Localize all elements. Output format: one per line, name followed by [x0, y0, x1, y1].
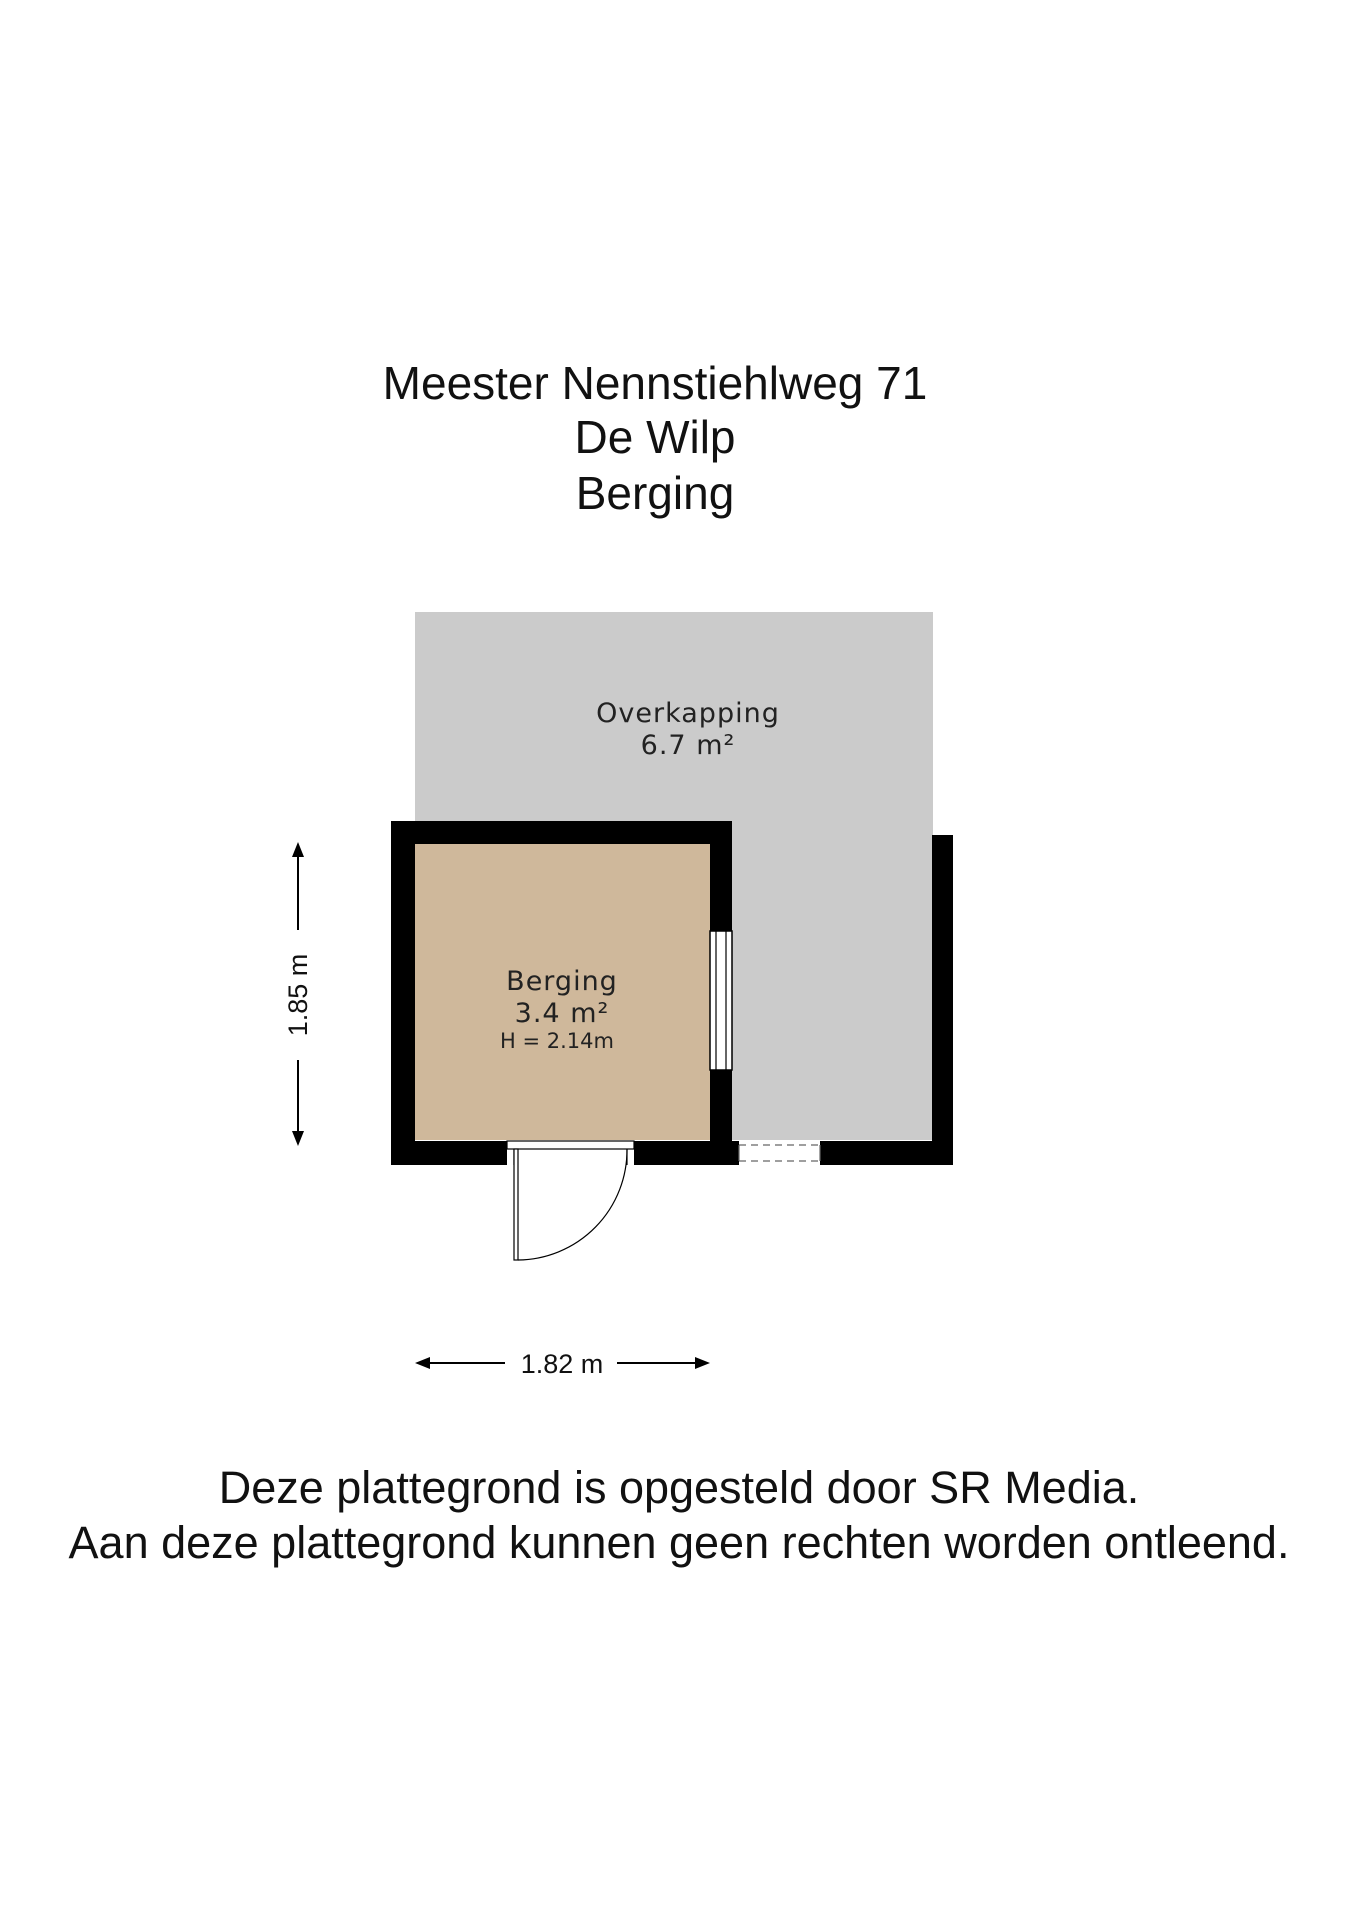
- window-berging: [710, 931, 732, 1070]
- wall-right: [932, 835, 953, 1165]
- arrowhead-down: [292, 1131, 304, 1146]
- wall-bottom-left: [391, 1141, 507, 1165]
- arrowhead-up: [292, 842, 304, 857]
- plan-title-floor: Berging: [575, 467, 735, 519]
- footer-disclaimer-1: Deze plattegrond is opgesteld door SR Media.: [218, 1462, 1140, 1513]
- dimension-vertical: [283, 842, 313, 1146]
- footer-disclaimer-2: Aan deze plattegrond kunnen geen rechten worden ontleend.: [68, 1517, 1290, 1568]
- dimension-horizontal: [415, 1349, 710, 1379]
- berging-area-label: 3.4 m²: [514, 998, 610, 1029]
- opening-overkapping: [739, 1141, 820, 1165]
- berging-label: Berging: [506, 966, 618, 997]
- berging-height-label: H = 2.14m: [500, 1029, 614, 1053]
- dimension-vertical-label: 1.85 m: [283, 953, 313, 1037]
- dimension-horizontal-label: 1.82 m: [520, 1349, 604, 1379]
- door-leaf: [514, 1149, 518, 1260]
- arrowhead-right: [695, 1357, 710, 1369]
- overkapping-area-label: 6.7 m²: [640, 730, 736, 761]
- door-berging: [507, 1141, 634, 1260]
- wall-berging-top: [391, 821, 732, 844]
- door-swing-arc: [518, 1149, 627, 1260]
- wall-bottom-mid: [634, 1141, 739, 1165]
- plan-title-address: Meester Nennstiehlweg 71: [382, 357, 928, 409]
- arrowhead-left: [415, 1357, 430, 1369]
- wall-berging-right-upper: [710, 821, 732, 931]
- overkapping-label: Overkapping: [596, 698, 780, 729]
- wall-berging-left: [391, 821, 415, 1165]
- plan-title-city: De Wilp: [574, 411, 736, 463]
- wall-bottom-right: [820, 1141, 933, 1165]
